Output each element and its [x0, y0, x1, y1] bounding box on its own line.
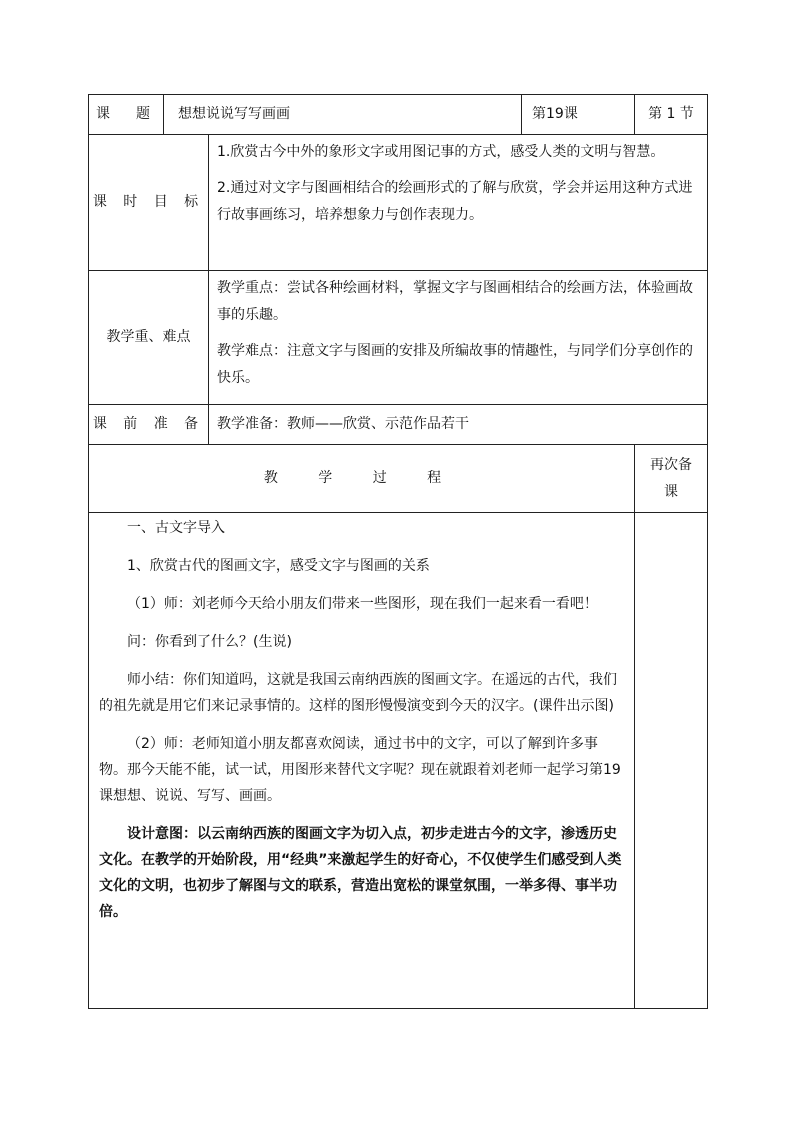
objectives-label: 课 时 目 标: [89, 135, 209, 271]
lesson-plan-sheet: [88, 94, 707, 1009]
process-paragraph: 1、欣赏古代的图画文字，感受文字与图画的关系: [127, 558, 430, 574]
again-notes-cell: [635, 513, 708, 1009]
process-body-row: [89, 513, 708, 1009]
objective-item: 1.欣赏古今中外的象形文字或用图记事的方式，感受人类的文明与智慧。: [217, 144, 665, 160]
lesson-number: 第19课: [522, 95, 635, 135]
process-title-cell: [89, 445, 635, 513]
preparation-row: [89, 405, 708, 445]
process-paragraph: 问：你看到了什么？(生说): [127, 634, 292, 650]
objective-item: 2.通过对文字与图画相结合的绘画形式的了解与欣赏，学会并运用这种方式进行故事画练习，培养想象力与创作表现力。: [217, 180, 693, 223]
design-intent-paragraph: 设计意图：以云南纳西族的图画文字为切入点，初步走进古今的文字，渗透历史文化。在教学的开始阶段，用“经典”来激起学生的好奇心，不仅使学生们感受到人类文化的文明，也初步了解图与文的联系，营造出宽松的课堂氛围，一举多得、事半功倍。: [99, 826, 622, 920]
process-title: 教 学 过 程: [263, 470, 460, 486]
objectives-row: [89, 135, 708, 271]
key-points-label: 教学重、难点: [89, 271, 209, 405]
key-points-row: [89, 271, 708, 405]
topic-value: 想想说说写写画画: [164, 95, 522, 135]
objectives-content: [209, 135, 708, 271]
key-point-important: 教学重点：尝试各种绘画材料，掌握文字与图画相结合的绘画方法，体验画故事的乐趣。: [217, 280, 693, 323]
topic-row: [89, 95, 708, 135]
process-paragraph: （1）师：刘老师今天给小朋友们带来一些图形，现在我们一起来看一看吧！: [127, 596, 598, 612]
key-point-difficult: 教学难点：注意文字与图画的安排及所编故事的情趣性，与同学们分享创作的快乐。: [217, 343, 693, 386]
topic-label: 课 题: [89, 95, 164, 135]
lesson-plan-table: [88, 94, 708, 1009]
key-points-content: [209, 271, 708, 405]
process-body: [89, 513, 635, 1009]
preparation-label: 课 前 准 备: [89, 405, 209, 445]
preparation-content: 教学准备：教师——欣赏、示范作品若干: [209, 405, 708, 445]
section-number: 第 1 节: [635, 95, 708, 135]
process-paragraph: 师小结：你们知道吗，这就是我国云南纳西族的图画文字。在遥远的古代，我们的祖先就是用它们来记录事情的。这样的图形慢慢演变到今天的汉字。(课件出示图): [99, 672, 617, 714]
again-label: 再次备课: [635, 445, 708, 513]
process-paragraph: （2）师：老师知道小朋友都喜欢阅读，通过书中的文字，可以了解到许多事物。那今天能不能，试一试，用图形来替代文字呢？现在就跟着刘老师一起学习第19课想想、说说、写写、画画。: [99, 736, 621, 804]
process-header-row: [89, 445, 708, 513]
process-paragraph: 一、古文字导入: [127, 520, 225, 536]
